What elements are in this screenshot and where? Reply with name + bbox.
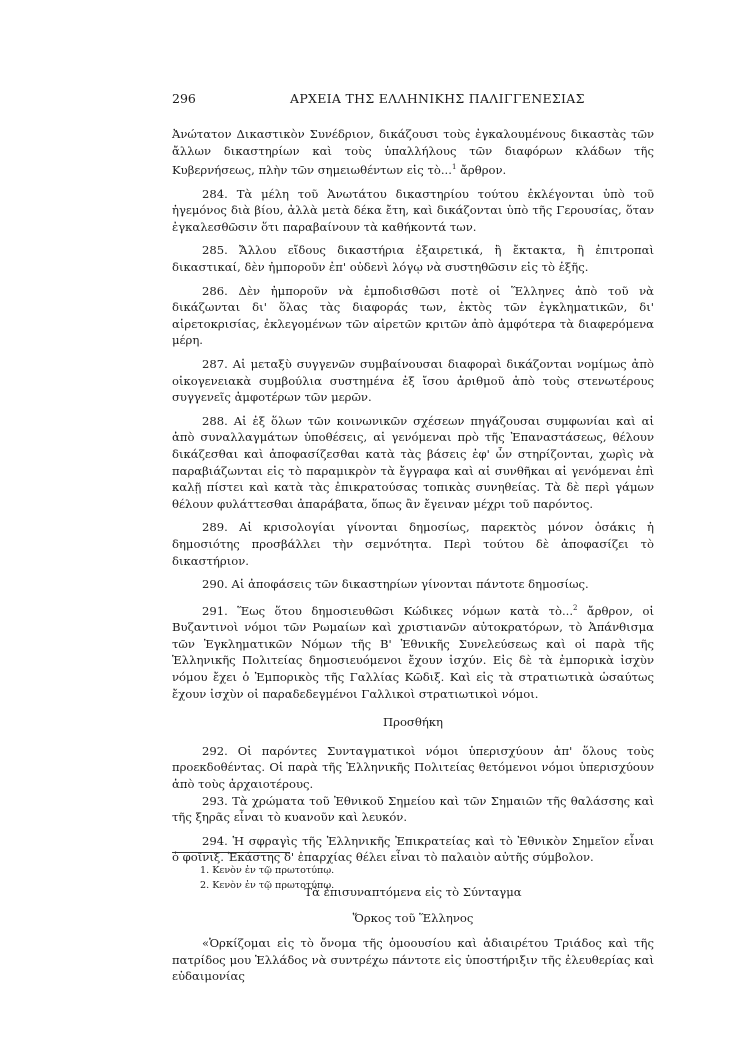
page-number: 296 [172, 91, 196, 106]
paragraph-291 [172, 600, 654, 702]
heading-appended-documents: Τὰ ἐπισυναπτόμενα εἰς τὸ Σύνταγμα [304, 884, 522, 899]
intro-end-text: ἄρθρον. [456, 163, 507, 178]
footnotes [172, 852, 654, 893]
paragraph-oath: «Ὁρκίζομαι εἰς τὸ ὄνομα τῆς ὁμοουσίου καὶ ἀδιαιρέτου Τριάδος καὶ τῆς πατρίδος μου Ἑλλάδος νὰ συντρέχω πάντοτε εἰς ὑποστήριξιν τῆς ἐλευθερίας καὶ εὐδαιμονίας [172, 936, 654, 984]
page-header [172, 91, 652, 111]
footnote-1: 1. Κενὸν ἐν τῷ πρωτοτύπῳ. [200, 865, 335, 876]
footnote-ref-1: 1 [451, 163, 457, 172]
paragraph-293: 293. Τὰ χρώματα τοῦ Ἐθνικοῦ Σημείου καὶ τῶν Σημαιῶν τῆς θαλάσσης καὶ τῆς ξηρᾶς εἶναι τὸ κυανοῦν καὶ λευκόν. [172, 793, 654, 825]
running-title: ΑΡΧΕΙΑ ΤΗΣ ΕΛΛΗΝΙΚΗΣ ΠΑΛΙΓΓΕΝΕΣΙΑΣ [290, 91, 585, 106]
paragraph-285: 285. Ἄλλου εἴδους δικαστήρια ἐξαιρετικά, ἢ ἔκτακτα, ἢ ἐπιτροπαὶ δικαστικαί, δὲν ἠμποροῦν ἐπ' οὐδενὶ λόγῳ νὰ συστηθῶσιν εἰς τὸ ἑξῆς. [172, 243, 654, 275]
paragraph-284: 284. Τὰ μέλη τοῦ Ἀνωτάτου δικαστηρίου τούτου ἐκλέγονται ὑπὸ τοῦ ἡγεμόνος διὰ βίου, ἀλλὰ μετὰ δέκα ἔτη, καὶ δικάζονται ὑπὸ τῆς Γερουσίας, ὅταν ἐγκαλεσθῶσιν ὅτι παραβαίνουν τὰ καθήκοντά των. [172, 186, 654, 234]
paragraph-290: 290. Αἱ ἀποφάσεις τῶν δικαστηρίων γίνονται πάντοτε δημοσίως. [202, 577, 589, 592]
paragraph-294: 294. Ἡ σφραγὶς τῆς Ἑλληνικῆς Ἐπικρατείας καὶ τὸ Ἐθνικὸν Σημεῖον εἶναι ὁ φοῖνιξ. Ἑκάστης δ' ἐπαρχίας θέλει εἶναι τὸ παλαιὸν αὐτῆς σύμβολον. [172, 833, 654, 865]
paragraph-292: 292. Οἱ παρόντες Συνταγματικοὶ νόμοι ὑπερισχύουν ἀπ' ὅλους τοὺς προεκδοθέντας. Οἱ παρὰ τῆς Ἑλληνικῆς Πολιτείας θετόμενοι νόμοι ὑπερισχύουν ἀπὸ τοὺς ἀρχαιοτέρους. [172, 743, 654, 791]
paragraph-288: 288. Αἱ ἐξ ὅλων τῶν κοινωνικῶν σχέσεων πηγάζουσαι συμφωνίαι καὶ αἱ ἀπὸ συναλλαγμάτων ὑποθέσεις, αἱ γενόμεναι πρὸ τῆς Ἐπαναστάσεως, θέλουν δικάζεσθαι καὶ ἀποφασίζεσθαι κατὰ τὰς βάσεις ἐφ' ὧν στηρίζονται, χωρὶς νὰ παραβιάζωνται εἰς τὸ παραμικρὸν τὰ ἔγγραφα καὶ αἱ συνθῆκαι αἱ γενόμεναι ἐπὶ καλῇ πίστει καὶ κατὰ τὰς ἐπικρατούσας τοπικὰς συνηθείας. Τὰ δὲ περὶ γάμων θέλουν φυλάττεσθαι ἀπαράβατα, ὅπως ἂν ἔγειναν μέχρι τοῦ παρόντος. [172, 413, 654, 511]
heading-addendum: Προσθήκη [383, 715, 443, 730]
footnote-divider [172, 852, 290, 853]
paragraph-289: 289. Αἱ κρισολογίαι γίνονται δημοσίως, παρεκτὸς μόνον ὁσάκις ἡ δημοσιότης προσβάλλει τὴν σεμνότητα. Περὶ τούτου δὲ ἀποφασίζει τὸ δικαστήριον. [172, 520, 654, 568]
heading-oath: Ὅρκος τοῦ Ἕλληνος [352, 911, 474, 926]
footnote-2: 2. Κενὸν ἐν τῷ πρωτοτύπῳ. [200, 880, 335, 891]
intro-text: Ἀνώτατον Δικαστικὸν Συνέδριον, δικάζουσι τοὺς ἐγκαλουμένους δικαστὰς τῶν ἄλλων δικαστηρίων καὶ τοὺς ὑπαλλήλους τῶν διαφόρων κλάδων τῆς Κυβερνήσεως, πλὴν τῶν σημειωθέντων εἰς τὸ... [172, 127, 654, 178]
p291-text-b: ἄρθρον, οἱ Βυζαντινοὶ νόμοι τῶν Ρωμαίων καὶ χριστιανῶν αὐτοκρατόρων, τὸ Ἀπάνθισμα τῶν Ἐγκληματικῶν Νόμων τῆς Β' Ἐθνικῆς Συνελεύσεως καὶ οἱ παρὰ τῆς Ἑλληνικῆς Πολιτείας δημοσιευόμενοι ἔχουν ἰσχύν. Εἰς δὲ τὰ ἐμπορικὰ ἰσχὺν νόμου ἔχει ὁ Ἐμπορικὸς τῆς Γαλλίας Κῶδιξ. Καὶ εἰς τὰ στρατιωτικὰ ὡσαύτως ἔχουν ἰσχὺν οἱ παραδεδεγμένοι Γαλλικοὶ στρατιωτικοὶ νόμοι. [172, 603, 654, 701]
paragraph-287: 287. Αἱ μεταξὺ συγγενῶν συμβαίνουσαι διαφοραὶ δικάζονται νομίμως ἀπὸ οἰκογενειακὰ συμβούλια συστημένα ἐξ ἴσου ἀριθμοῦ ἀπὸ τοὺς στενωτέρους συγγενεῖς ἀμφοτέρων τῶν μερῶν. [172, 356, 654, 405]
p291-text-a: 291. Ἕως ὅτου δημοσιευθῶσι Κώδικες νόμων κατὰ τὸ... [202, 603, 574, 618]
footnote-ref-2: 2 [573, 603, 578, 612]
paragraph-intro [172, 126, 654, 179]
paragraph-286: 286. Δὲν ἠμποροῦν νὰ ἐμποδισθῶσι ποτὲ οἱ Ἕλληνες ἀπὸ τοῦ νὰ δικάζωνται δι' ὅλας τὰς διαφοράς των, ἐκτὸς τῶν ἐγκληματικῶν, δι' αἱρετοκρισίας, ἐκλεγομένων τῶν αἱρετῶν κριτῶν ἀπὸ ἀμφότερα τὰ διαφερόμενα μέρη. [172, 283, 654, 348]
